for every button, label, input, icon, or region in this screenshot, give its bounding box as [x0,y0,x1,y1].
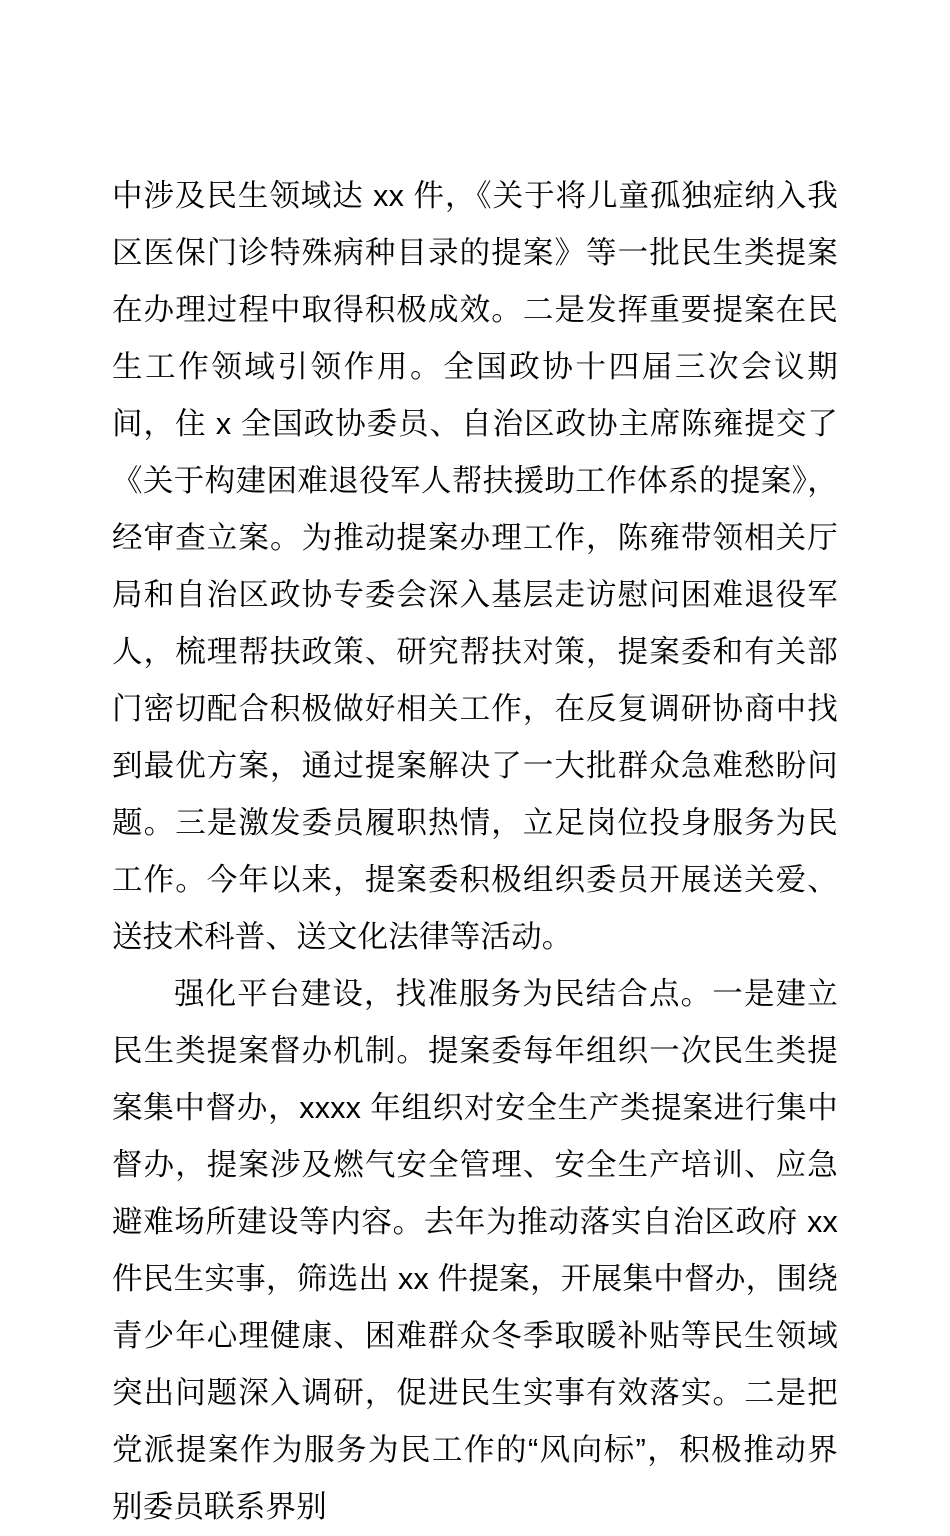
document-paragraph: 强化平台建设，找准服务为民结合点。一是建立民生类提案督办机制。提案委每年组织一次民生类提案集中督办，xxxx 年组织对安全生产类提案进行集中督办，提案涉及燃气安全管理、安全生产培训、应急避难场所建设等内容。去年为推动落实自治区政府 xx 件民生实事，筛选出 xx 件提案，开展集中督办，围绕青少年心理健康、困难群众冬季取暖补贴等民生领域突出问题深入调研，促进民生实事有效落实。二是把党派提案作为服务为民工作的“风向标”，积极推动界别委员联系界别 [112,977,838,1524]
document-body [112,168,838,1536]
document-paragraph: 中涉及民生领域达 xx 件，《关于将儿童孤独症纳入我区医保门诊特殊病种目录的提案》等一批民生类提案在办理过程中取得积极成效。二是发挥重要提案在民生工作领域引领作用。全国政协十四届三次会议期间，住 x 全国政协委员、自治区政协主席陈雍提交了《关于构建困难退役军人帮扶援助工作体系的提案》，经审查立案。为推动提案办理工作，陈雍带领相关厅局和自治区政协专委会深入基层走访慰问困难退役军人，梳理帮扶政策、研究帮扶对策，提案委和有关部门密切配合积极做好相关工作，在反复调研协商中找到最优方案，通过提案解决了一大批群众急难愁盼问题。三是激发委员履职热情，立足岗位投身服务为民工作。今年以来，提案委积极组织委员开展送关爱、送技术科普、送文化法律等活动。 [112,179,838,954]
